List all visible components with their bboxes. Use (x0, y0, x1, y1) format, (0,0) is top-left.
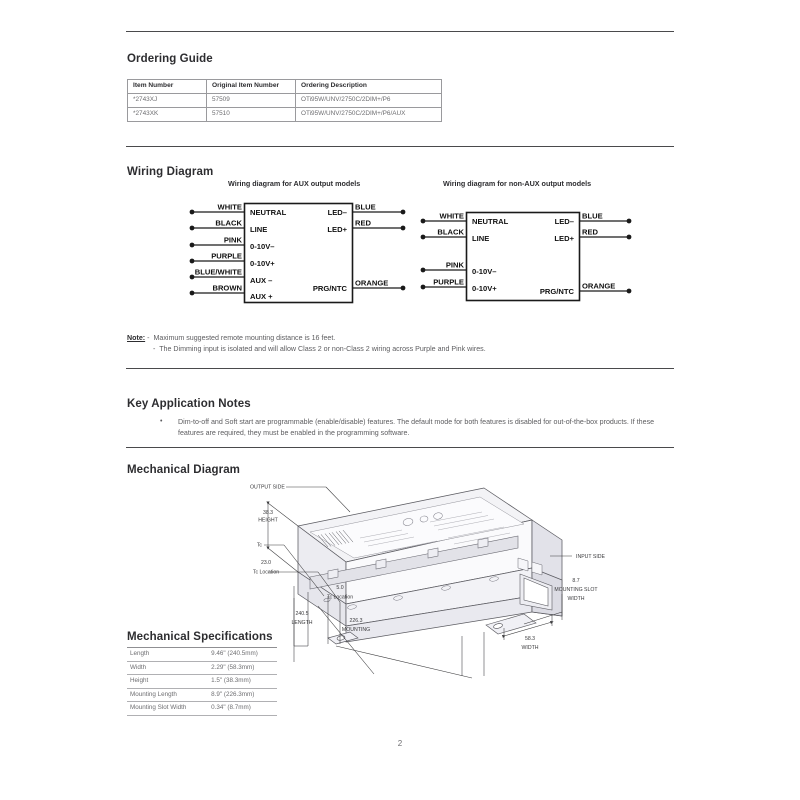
terminal-label-neutral: NEUTRAL (250, 208, 287, 217)
spec-value-length: 9.46" (240.5mm) (209, 648, 277, 662)
callout-tc-location-label: Tc Location (252, 569, 280, 576)
wire-label-purple: PURPLE (211, 251, 242, 261)
column-header-item-number: Item Number (128, 80, 207, 94)
ordering-guide-table (127, 79, 442, 122)
spec-label-width: Width (127, 661, 209, 675)
table-header-row (128, 80, 442, 94)
callout-width-value: 58.3 (524, 636, 536, 642)
note-line-2 (127, 344, 675, 355)
key-application-notes-list (160, 417, 672, 438)
wire-label-pink: PINK (223, 235, 242, 245)
spec-label-height: Height (127, 675, 209, 689)
table-row (127, 648, 277, 662)
spec-label-length: Length (127, 648, 209, 662)
terminal-label-0-10v-minus: 0-10V– (250, 242, 275, 251)
terminal-label-neutral: NEUTRAL (472, 217, 509, 226)
section-title-mechanical-specifications: Mechanical Specifications (127, 631, 273, 643)
section-title-ordering-guide: Ordering Guide (127, 53, 213, 65)
spec-value-mounting-length: 8.9" (226.3mm) (209, 688, 277, 702)
wire-label-blue: BLUE (582, 211, 603, 221)
callout-output-side: OUTPUT SIDE (250, 484, 285, 491)
callout-width-label: WIDTH (521, 645, 539, 651)
wire-label-purple: PURPLE (433, 277, 464, 287)
note-bullet: - (147, 334, 150, 342)
cell-item-number: *2743XJ (128, 94, 207, 108)
note-line-1 (127, 333, 675, 344)
cell-item-number: *2743XK (128, 108, 207, 122)
wire-label-brown: BROWN (212, 283, 242, 293)
spec-value-width: 2.29" (58.3mm) (209, 661, 277, 675)
mechanical-drawing (232, 476, 622, 686)
table-row (127, 675, 277, 689)
callout-tc: Tc (256, 542, 262, 549)
callout-mounting-label: MOUNTING (341, 627, 371, 633)
section-title-key-application-notes: Key Application Notes (127, 398, 251, 410)
note-text-2: The Dimming input is isolated and will allow Class 2 or non-Class 2 wiring across Purple and Pink wires. (159, 344, 486, 353)
wire-label-red: RED (582, 227, 599, 237)
callout-input-side: INPUT SIDE (576, 554, 606, 560)
callout-height-value: 38.3 (262, 510, 274, 516)
spec-label-mounting-length: Mounting Length (127, 688, 209, 702)
callout-slot-label-1: MOUNTING SLOT (554, 587, 598, 593)
wire-label-blue: BLUE (355, 202, 376, 212)
terminal-label-line: LINE (472, 234, 490, 243)
callout-mounting-value: 226.3 (349, 618, 363, 624)
spec-label-mounting-slot-width: Mounting Slot Width (127, 702, 209, 716)
terminal-label-led-minus: LED– (327, 208, 347, 217)
wiring-caption-non-aux: Wiring diagram for non-AUX output models (443, 179, 592, 188)
table-row (128, 108, 442, 122)
spec-value-height: 1.5" (38.3mm) (209, 675, 277, 689)
wire-label-pink: PINK (445, 260, 464, 270)
cell-original-item-number: 57510 (207, 108, 296, 122)
callout-tc-location-value-2: 5.0 (336, 585, 344, 591)
terminal-label-aux-plus: AUX + (250, 292, 273, 301)
terminal-label-prg-ntc: PRG/NTC (539, 287, 574, 296)
callout-tc-location-label-2: Tc Location (326, 594, 354, 601)
wire-label-orange: ORANGE (582, 281, 616, 291)
note-label: Note: (127, 334, 146, 342)
terminal-label-line: LINE (250, 225, 268, 234)
terminal-label-prg-ntc: PRG/NTC (312, 284, 347, 293)
note-block (127, 333, 675, 355)
terminal-label-led-minus: LED– (554, 217, 574, 226)
divider-mechanical-diagram (126, 447, 674, 448)
note-text-1: Maximum suggested remote mounting distance is 16 feet. (153, 334, 336, 342)
callout-height-label: HEIGHT (258, 517, 278, 524)
wire-label-white: WHITE (217, 202, 242, 212)
note-bullet: - (153, 344, 156, 353)
cell-ordering-description: OTi95W/UNV/2750C/2DIM+/P6 (296, 94, 442, 108)
callout-slot-value: 8.7 (572, 578, 580, 584)
terminal-label-0-10v-plus: 0-10V+ (472, 284, 497, 293)
callout-slot-label-2: WIDTH (567, 596, 585, 602)
section-title-wiring-diagram: Wiring Diagram (127, 166, 214, 178)
terminal-label-0-10v-minus: 0-10V– (472, 267, 497, 276)
wire-label-red: RED (355, 218, 372, 228)
section-title-mechanical-diagram: Mechanical Diagram (127, 464, 241, 476)
divider-key-application-notes (126, 368, 674, 369)
cell-original-item-number: 57509 (207, 94, 296, 108)
wire-label-blue-white: BLUE/WHITE (194, 267, 242, 277)
terminal-label-aux-minus: AUX – (250, 276, 273, 285)
table-row (127, 702, 277, 716)
table-row (127, 661, 277, 675)
callout-tc-location-value: 23.0 (260, 560, 272, 566)
divider-wiring (126, 146, 674, 147)
page-number: 2 (397, 739, 403, 748)
terminal-label-0-10v-plus: 0-10V+ (250, 259, 275, 268)
table-row (127, 688, 277, 702)
callout-length-label: LENGTH (291, 620, 313, 626)
spec-value-mounting-slot-width: 0.34" (8.7mm) (209, 702, 277, 716)
wire-label-black: BLACK (437, 227, 464, 237)
callout-length-value: 240.5 (295, 611, 309, 617)
wiring-caption-aux: Wiring diagram for AUX output models (228, 179, 361, 188)
wire-label-black: BLACK (215, 218, 242, 228)
terminal-label-led-plus: LED+ (327, 225, 347, 234)
table-row (128, 94, 442, 108)
wire-label-white: WHITE (439, 211, 464, 221)
mechanical-specifications-table (127, 647, 277, 716)
cell-ordering-description: OTi95W/UNV/2750C/2DIM+/P6/AUX (296, 108, 442, 122)
divider-top (126, 31, 674, 32)
terminal-label-led-plus: LED+ (554, 234, 574, 243)
list-item: • Dim-to-off and Soft start are programmable (enable/disable) features. The default mode for both features is disabled for out-of-the-box products. If these features are required, they must be enabled in the programming software. (160, 417, 672, 438)
column-header-original-item-number: Original Item Number (207, 80, 296, 94)
wire-label-orange: ORANGE (355, 278, 389, 288)
column-header-ordering-description: Ordering Description (296, 80, 442, 94)
